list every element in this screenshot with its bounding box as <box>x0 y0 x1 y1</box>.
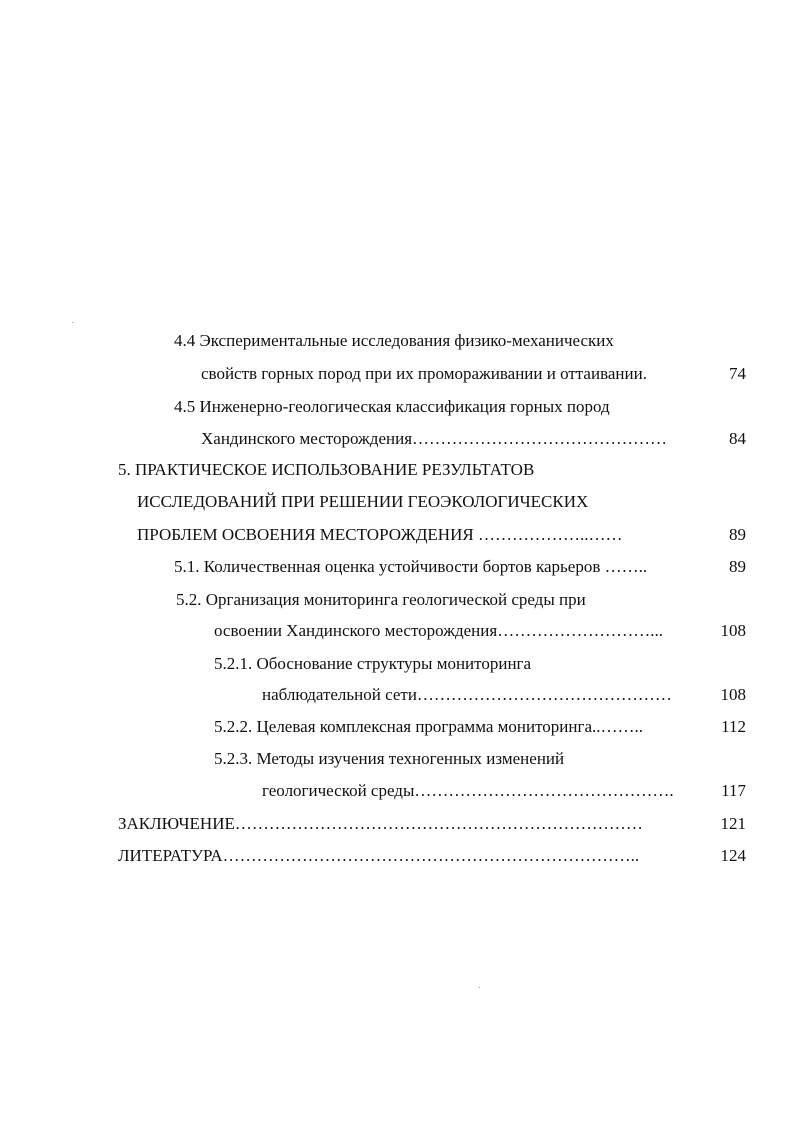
toc-entry-5-1: 5.1. Количественная оценка устойчивости бортов карьеров …….. <box>174 557 648 576</box>
toc-chapter-5-line-1: 5. ПРАКТИЧЕСКОЕ ИСПОЛЬЗОВАНИЕ РЕЗУЛЬТАТОВ <box>118 460 535 479</box>
toc-conclusion: ЗАКЛЮЧЕНИЕ……………………………………………………………… <box>118 814 643 833</box>
toc-entry-4-5-page: 84 <box>729 429 746 448</box>
toc-literature: ЛИТЕРАТУРА……………………………………………………………….. <box>118 846 640 865</box>
toc-entry-5-2-3-line-2: геологической среды………………………………………. <box>262 781 674 800</box>
toc-entry-4-5-line-1: 4.5 Инженерно-геологическая классификация горных пород <box>174 397 610 416</box>
toc-chapter-5-line-3: ПРОБЛЕМ ОСВОЕНИЯ МЕСТОРОЖДЕНИЯ ………………..…… <box>137 525 623 544</box>
scan-speck <box>478 987 480 988</box>
toc-entry-5-2-page: 108 <box>720 621 746 640</box>
toc-chapter-5-line-2: ИССЛЕДОВАНИЙ ПРИ РЕШЕНИИ ГЕОЭКОЛОГИЧЕСКИХ <box>137 492 589 511</box>
toc-entry-4-4-page: 74 <box>729 364 746 383</box>
toc-entry-5-2-3-page: 117 <box>721 781 746 800</box>
toc-entry-5-2-line-2: освоении Хандинского месторождения………………………... <box>214 621 663 640</box>
toc-entry-4-5-line-2: Хандинского месторождения……………………………………… <box>201 429 668 448</box>
toc-entry-5-2-1-line-1: 5.2.1. Обоснование структуры мониторинга <box>214 654 532 673</box>
toc-entry-4-4-line-1: 4.4 Экспериментальные исследования физико-механических <box>174 331 614 350</box>
toc-entry-5-2-1-line-2: наблюдательной сети……………………………………… <box>262 685 672 704</box>
toc-entry-5-2-2: 5.2.2. Целевая комплексная программа мониторинга..…….. <box>214 717 644 736</box>
toc-literature-page: 124 <box>720 846 746 865</box>
scan-speck <box>72 322 74 323</box>
toc-entry-5-2-1-page: 108 <box>720 685 746 704</box>
toc-entry-4-4-line-2: свойств горных пород при их промораживании и оттаивании. <box>201 364 647 383</box>
toc-chapter-5-page: 89 <box>729 525 746 544</box>
toc-entry-5-2-line-1: 5.2. Организация мониторинга геологической среды при <box>176 590 586 609</box>
toc-entry-5-2-2-page: 112 <box>721 717 746 736</box>
toc-conclusion-page: 121 <box>720 814 746 833</box>
toc-entry-5-2-3-line-1: 5.2.3. Методы изучения техногенных изменений <box>214 749 565 768</box>
toc-entry-5-1-page: 89 <box>729 557 746 576</box>
